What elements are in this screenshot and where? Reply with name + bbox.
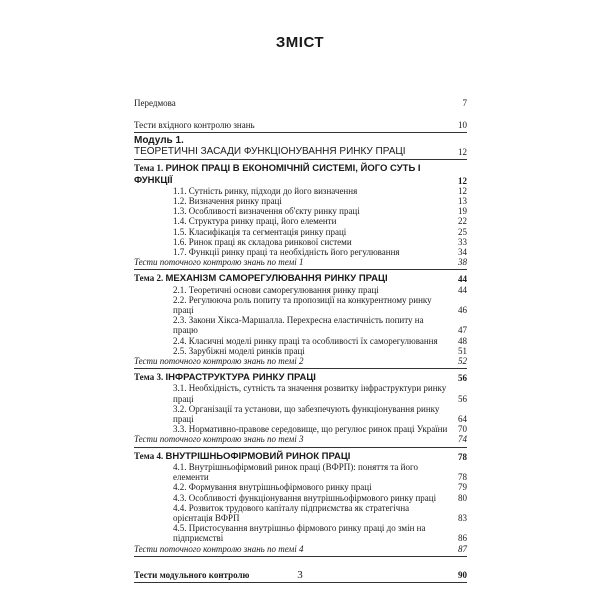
toc-entry-text: Тести вхідного контролю знань: [134, 120, 255, 131]
toc-item-text: Тести поточного контролю знань по темі 2: [134, 356, 304, 367]
toc-item[interactable]: [134, 247, 467, 257]
toc-item-text: 1.7. Функції ринку праці та необхідність його регулювання: [173, 247, 400, 258]
page-title: ЗМІСТ: [275, 34, 325, 51]
toc-item[interactable]: [134, 336, 467, 346]
toc-item[interactable]: [134, 404, 467, 424]
toc-module-1[interactable]: [134, 136, 467, 157]
toc-item-text: 4.3. Особливості функціонування внутрішньофірмового ринку праці: [173, 492, 437, 503]
toc-item[interactable]: [134, 196, 467, 206]
toc-item-text: 2.3. Закони Хікса-Маршалла. Перехресна еластичність попиту на працю: [173, 315, 424, 336]
toc-item-text: 4.2. Формування внутрішньофірмового ринку праці: [173, 482, 372, 493]
toc-entry-page: 33: [458, 236, 467, 247]
toc-item[interactable]: [134, 285, 467, 295]
toc-entry-page: 19: [458, 206, 467, 217]
toc-item-text: 2.4. Класичні моделі ринку праці та особливості їх саморегулювання: [173, 335, 438, 346]
toc-entry-page: 52: [458, 356, 467, 367]
toc-entry-page: 51: [458, 345, 467, 356]
table-of-contents: [134, 98, 467, 586]
toc-item-text: Тести поточного контролю знань по темі 3: [134, 434, 304, 445]
toc-entry-page: 70: [458, 424, 467, 435]
topic-title: МЕХАНІЗМ САМОРЕГУЛЮВАННЯ РИНКУ ПРАЦІ: [165, 273, 388, 285]
toc-entry-page: 90: [458, 569, 467, 580]
toc-entry-page: 64: [458, 414, 467, 425]
toc-test-entry[interactable]: [134, 356, 467, 366]
toc-entry-page: 56: [458, 393, 467, 404]
toc-entry-entry-tests[interactable]: [134, 120, 467, 130]
toc-item[interactable]: [134, 346, 467, 356]
toc-item-text: 1.3. Особливості визначення об'єкту ринку праці: [173, 206, 360, 217]
toc-entry-page: 46: [458, 305, 467, 316]
toc-entry-page: 56: [458, 373, 467, 384]
toc-item-text: 2.2. Регулююча роль попиту та пропозиції на конкурентному ринку праці: [173, 294, 432, 316]
toc-item[interactable]: [134, 237, 467, 247]
toc-item[interactable]: [134, 462, 467, 482]
toc-entry-page: 48: [458, 335, 467, 346]
topic-title: ІНФРАСТРУКТУРА РИНКУ ПРАЦІ: [165, 372, 316, 384]
toc-entry-page: 34: [458, 247, 467, 258]
toc-item-text: 1.5. Класифікація та сегментація ринку праці: [173, 226, 347, 237]
toc-entry-page: 7: [462, 98, 467, 108]
divider: [134, 132, 467, 133]
toc-entry-page: 78: [458, 451, 467, 462]
toc-entry-page: 22: [458, 216, 467, 227]
toc-item[interactable]: [134, 216, 467, 226]
toc-item[interactable]: [134, 482, 467, 492]
divider: [134, 447, 467, 448]
toc-topic-2[interactable]: [134, 273, 467, 284]
module-title: ТЕОРЕТИЧНІ ЗАСАДИ ФУНКЦІОНУВАННЯ РИНКУ ПРАЦІ: [134, 145, 406, 157]
toc-entry-page: 12: [458, 185, 467, 196]
toc-entry-page: 74: [458, 434, 467, 445]
toc-item[interactable]: [134, 523, 467, 543]
toc-item-text: 2.5. Зарубіжні моделі ринків праці: [173, 345, 305, 356]
toc-entry-text: Передмова: [134, 98, 176, 108]
toc-test-entry[interactable]: [134, 434, 467, 444]
toc-entry-page: 83: [458, 512, 467, 523]
toc-entry-page: 80: [458, 492, 467, 503]
toc-item-text: 3.2. Організації та установи, що забезпечують функціонування ринку праці: [173, 403, 440, 425]
toc-entry-page: 79: [458, 482, 467, 493]
topic-prefix: Тема 1.: [134, 163, 164, 174]
toc-entry-page: 44: [458, 284, 467, 295]
toc-topic-3[interactable]: [134, 372, 467, 383]
toc-item-text: 4.4. Розвиток трудового капіталу підприємства як стратегічна орієнтація ВФРП: [173, 502, 410, 523]
toc-entry-page: 47: [458, 325, 467, 336]
toc-item[interactable]: [134, 503, 467, 523]
toc-item-text: 1.6. Ринок праці як складова ринкової системи: [173, 236, 352, 247]
toc-entry-page: 78: [458, 472, 467, 483]
toc-entry-page: 87: [458, 543, 467, 554]
page-number: 3: [297, 569, 303, 581]
toc-item[interactable]: [134, 424, 467, 434]
toc-item-text: 1.1. Сутність ринку, підходи до його визначення: [173, 185, 358, 196]
divider: [134, 159, 467, 160]
toc-item-text: 3.1. Необхідність, сутність та значення розвитку інфраструктури ринку праці: [173, 383, 447, 404]
toc-entry-page: 12: [458, 175, 467, 186]
divider: [134, 368, 467, 369]
toc-item-text: 3.3. Нормативно-правове середовище, що регулює ринок праці України: [173, 424, 448, 435]
module-label: Модуль 1.: [134, 135, 184, 147]
toc-test-entry[interactable]: [134, 257, 467, 267]
toc-item-text: Тести поточного контролю знань по темі 4: [134, 543, 304, 554]
toc-test-entry[interactable]: [134, 544, 467, 554]
toc-item[interactable]: [134, 493, 467, 503]
toc-entry-preface[interactable]: [134, 98, 467, 108]
toc-item-text: 1.2. Визначення ринку праці: [173, 196, 282, 207]
divider: [134, 269, 467, 270]
toc-item[interactable]: [134, 206, 467, 216]
topic-title: ВНУТРІШНЬОФІРМОВИЙ РИНОК ПРАЦІ: [165, 450, 351, 462]
topic-prefix: Тема 2.: [134, 273, 164, 284]
toc-entry-page: 10: [458, 120, 467, 131]
toc-entry-page: 12: [458, 146, 467, 157]
toc-item[interactable]: [134, 295, 467, 315]
topic-title: РИНОК ПРАЦІ В ЕКОНОМІЧНІЙ СИСТЕМІ, ЙОГО СУТЬ І ФУНКЦІЇ: [134, 163, 421, 186]
topic-prefix: Тема 4.: [134, 450, 164, 461]
toc-entry-page: 13: [458, 196, 467, 207]
toc-topic-4[interactable]: [134, 451, 467, 462]
toc-entry-page: 38: [458, 257, 467, 268]
divider: [134, 556, 467, 557]
toc-item-text: 4.5. Пристосування внутрішньо фірмового ринку праці до змін на підприємстві: [173, 523, 426, 544]
toc-entry-text: Тести модульного контролю: [134, 569, 250, 580]
toc-item-text: Тести поточного контролю знань по темі 1: [134, 257, 304, 268]
toc-entry-page: 44: [458, 274, 467, 285]
toc-item[interactable]: [134, 383, 467, 403]
toc-entry-page: 25: [458, 226, 467, 237]
toc-item[interactable]: [134, 227, 467, 237]
toc-item-text: 1.4. Структура ринку праці, його елементи: [173, 216, 337, 227]
toc-item-text: 4.1. Внутрішньофірмовий ринок праці (ВФРП): поняття та його елементи: [173, 461, 418, 483]
divider: [134, 582, 467, 583]
toc-item[interactable]: [134, 186, 467, 196]
toc-item-text: 2.1. Теоретичні основи саморегулювання ринку праці: [173, 284, 379, 295]
toc-topic-1[interactable]: [134, 163, 467, 185]
topic-prefix: Тема 3.: [134, 372, 164, 383]
toc-entry-page: 86: [458, 533, 467, 544]
toc-item[interactable]: [134, 315, 467, 335]
